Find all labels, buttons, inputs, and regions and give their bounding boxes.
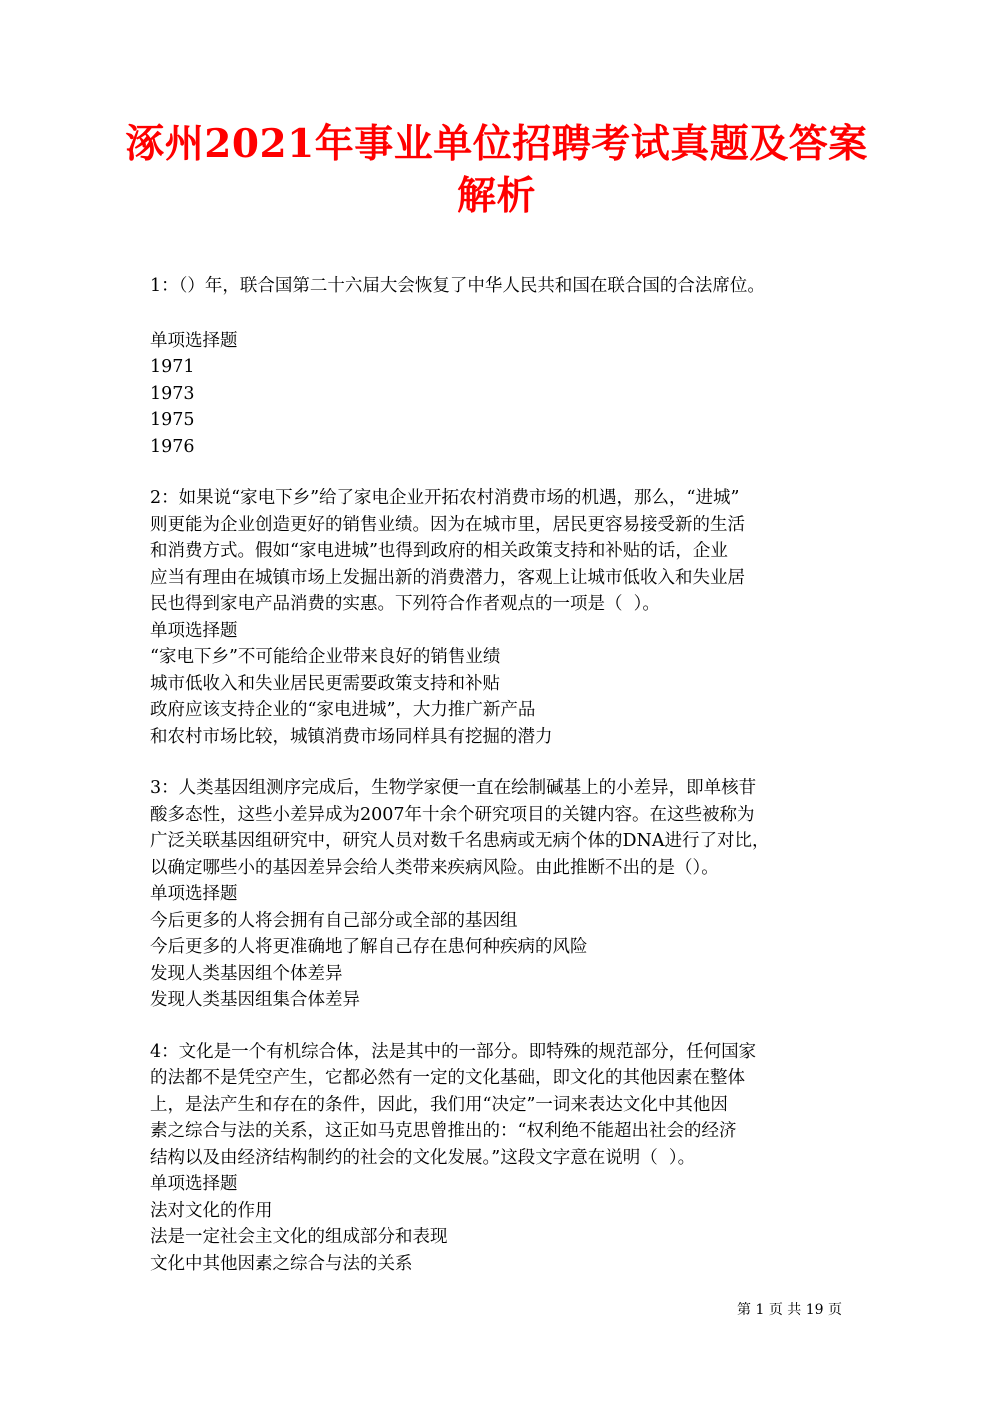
question-stem-line: 2：如果说“家电下乡”给了家电企业开拓农村消费市场的机遇，那么，“进城” bbox=[150, 488, 740, 508]
question-stem-line: 以确定哪些小的基因差异会给人类带来疾病风险。由此推断不出的是（）。 bbox=[150, 857, 719, 878]
question-stem-line: 素之综合与法的关系，这正如马克思曾推出的：“权利绝不能超出社会的经济 bbox=[150, 1121, 737, 1141]
question-stem-line: 3：人类基因组测序完成后，生物学家便一直在绘制碱基上的小差异，即单核苷 bbox=[150, 778, 757, 798]
question-stem-line: 和消费方式。假如“家电进城”也得到政府的相关政策支持和补贴的话，企业 bbox=[150, 541, 728, 561]
question-3 bbox=[150, 775, 850, 1014]
title-line-2: 解析 bbox=[456, 173, 536, 219]
option-item: “家电下乡”不可能给企业带来良好的销售业绩 bbox=[150, 647, 501, 667]
question-type: 单项选择题 bbox=[150, 884, 238, 904]
option-item: 城市低收入和失业居民更需要政策支持和补贴 bbox=[150, 673, 500, 694]
question-stem-line: 酸多态性，这些小差异成为2007年十余个研究项目的关键内容。在这些被称为 bbox=[150, 804, 755, 825]
option-item: 政府应该支持企业的“家电进城”，大力推广新产品 bbox=[150, 700, 536, 720]
title-line-1: 涿州2021年事业单位招聘考试真题及答案 bbox=[125, 121, 868, 167]
option-item: 法是一定社会主文化的组成部分和表现 bbox=[150, 1227, 448, 1247]
option-item: 法对文化的作用 bbox=[150, 1200, 273, 1221]
question-type: 单项选择题 bbox=[150, 1174, 238, 1194]
question-stem-line: 上，是法产生和存在的条件，因此，我们用“决定”一词来表达文化中其他因 bbox=[150, 1094, 728, 1115]
page-number: 第 1 页 共 19 页 bbox=[737, 1302, 842, 1318]
question-type: 单项选择题 bbox=[150, 620, 238, 641]
question-stem-line: 则更能为企业创造更好的销售业绩。因为在城市里，居民更容易接受新的生活 bbox=[150, 514, 745, 535]
question-1 bbox=[150, 273, 850, 460]
question-stem-line: 的法都不是凭空产生，它都必然有一定的文化基础，即文化的其他因素在整体 bbox=[150, 1068, 745, 1088]
question-stem-line: 结构以及由经济结构制约的社会的文化发展。”这段文字意在说明（ ）。 bbox=[150, 1147, 696, 1168]
option-item: 1973 bbox=[150, 383, 195, 404]
option-item: 文化中其他因素之综合与法的关系 bbox=[150, 1253, 413, 1274]
question-list bbox=[150, 273, 850, 1302]
document-title bbox=[0, 118, 993, 222]
option-item: 今后更多的人将更准确地了解自己存在患何种疾病的风险 bbox=[150, 937, 588, 957]
question-stem-line: 应当有理由在城镇市场上发掘出新的消费潜力，客观上让城市低收入和失业居 bbox=[150, 567, 745, 588]
question-stem-line: 1：（）年，联合国第二十六届大会恢复了中华人民共和国在联合国的合法席位。 bbox=[150, 276, 765, 296]
question-2 bbox=[150, 485, 850, 750]
question-4 bbox=[150, 1039, 850, 1278]
question-stem-line: 广泛关联基因组研究中，研究人员对数千名患病或无病个体的DNA进行了对比， bbox=[150, 831, 770, 851]
question-type: 单项选择题 bbox=[150, 330, 238, 351]
option-item: 发现人类基因组集合体差异 bbox=[150, 990, 360, 1010]
option-item: 1976 bbox=[150, 436, 195, 457]
question-stem-line: 4：文化是一个有机综合体，法是其中的一部分。即特殊的规范部分，任何国家 bbox=[150, 1041, 757, 1062]
option-item: 发现人类基因组个体差异 bbox=[150, 963, 343, 984]
option-item: 1975 bbox=[150, 410, 195, 430]
option-item: 和农村市场比较，城镇消费市场同样具有挖掘的潜力 bbox=[150, 726, 553, 747]
option-item: 1971 bbox=[150, 357, 195, 377]
question-stem-line: 民也得到家电产品消费的实惠。下列符合作者观点的一项是（ ）。 bbox=[150, 594, 660, 614]
option-item: 今后更多的人将会拥有自己部分或全部的基因组 bbox=[150, 910, 518, 931]
